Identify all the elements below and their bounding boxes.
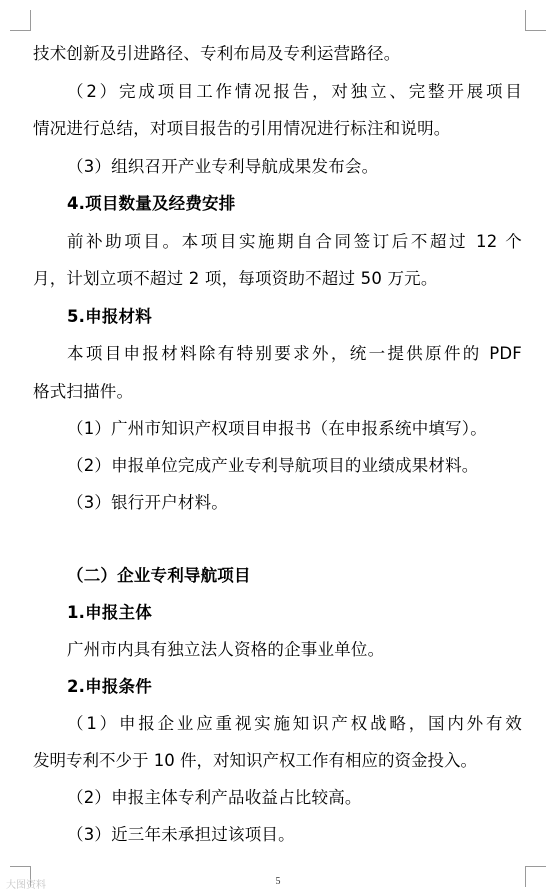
list-item: （2）申报主体专利产品收益占比较高。 — [67, 788, 362, 807]
page-number: 5 — [275, 876, 281, 887]
paragraph-line: 发明专利不少于 10 件，对知识产权工作有相应的资金投入。 — [33, 751, 477, 770]
list-item: （3）近三年未承担过该项目。 — [67, 825, 295, 844]
crop-mark-bottom-right — [525, 866, 546, 887]
paragraph-line: 前补助项目。本项目实施期自合同签订后不超过 12 个 — [67, 232, 522, 251]
list-item: （2）申报单位完成产业专利导航项目的业绩成果材料。 — [67, 456, 479, 475]
section-heading: 4.项目数量及经费安排 — [67, 194, 236, 213]
paragraph-line: （2）完成项目工作情况报告，对独立、完整开展项目 — [67, 82, 522, 101]
paragraph-line: 情况进行总结，对项目报告的引用情况进行标注和说明。 — [33, 119, 451, 138]
paragraph-line: 格式扫描件。 — [33, 382, 134, 401]
crop-mark-top-left — [10, 10, 31, 31]
list-item: （3）银行开户材料。 — [67, 493, 228, 512]
watermark-text: 大图资料 — [6, 880, 46, 891]
list-item: （3）组织召开产业专利导航成果发布会。 — [67, 157, 379, 176]
section-heading: 1.申报主体 — [67, 603, 152, 622]
paragraph-line: 本项目申报材料除有特别要求外，统一提供原件的 PDF — [67, 344, 522, 363]
paragraph-line: 技术创新及引进路径、专利布局及专利运营路径。 — [33, 44, 401, 63]
paragraph-line: （1）申报企业应重视实施知识产权战略，国内外有效 — [67, 714, 522, 733]
paragraph-line: 广州市内具有独立法人资格的企事业单位。 — [67, 640, 385, 659]
section-heading: （二）企业专利导航项目 — [67, 566, 251, 585]
paragraph-line: 月，计划立项不超过 2 项，每项资助不超过 50 万元。 — [33, 269, 438, 288]
section-heading: 2.申报条件 — [67, 677, 152, 696]
crop-mark-top-right — [525, 10, 546, 31]
section-heading: 5.申报材料 — [67, 307, 152, 326]
list-item: （1）广州市知识产权项目申报书（在申报系统中填写）。 — [67, 419, 487, 438]
